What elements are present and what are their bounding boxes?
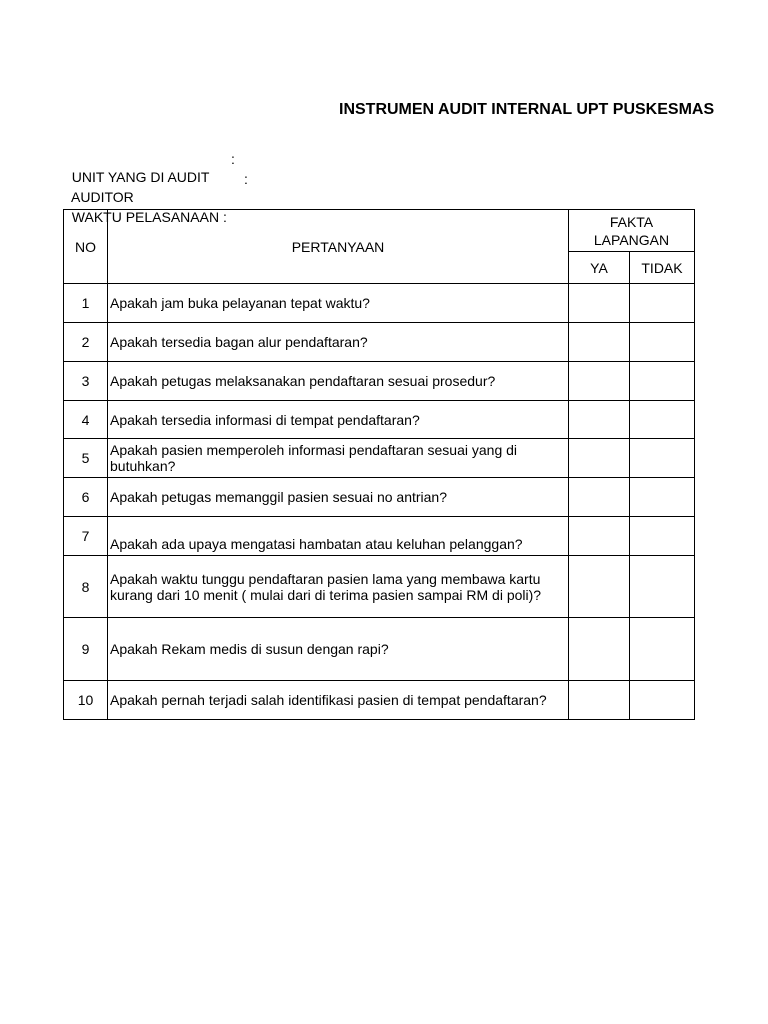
ya-cell[interactable] [569,517,630,556]
row-question: Apakah petugas memanggil pasien sesuai no antrian? [108,478,569,517]
row-question: Apakah tersedia informasi di tempat pendaftaran? [108,401,569,439]
row-number: 2 [64,323,108,362]
tidak-cell[interactable] [630,478,695,517]
tidak-cell[interactable] [630,556,695,618]
table-row [64,439,695,478]
row-question: Apakah ada upaya mengatasi hambatan atau keluhan pelanggan? [108,517,569,556]
row-question: Apakah tersedia bagan alur pendaftaran? [108,323,569,362]
row-number: 9 [64,618,108,681]
ya-cell[interactable] [569,681,630,720]
unit-colon: : [231,151,235,167]
table-row [64,556,695,618]
waktu-label: WAKTU PELASANAAN : [71,209,227,225]
row-number: 8 [64,556,108,618]
ya-cell[interactable] [569,401,630,439]
ya-cell[interactable] [569,323,630,362]
ya-cell[interactable] [569,284,630,323]
row-question: Apakah pernah terjadi salah identifikasi pasien di tempat pendaftaran? [108,681,569,720]
unit-label: UNIT YANG DI AUDIT [71,169,210,185]
audit-table [63,209,695,720]
row-question: Apakah waktu tunggu pendaftaran pasien lama yang membawa kartu kurang dari 10 menit ( mulai dari di terima pasien sampai RM di poli)? [108,556,569,618]
auditor-colon: : [244,171,248,187]
row-number: 5 [64,439,108,478]
header-fakta-label: FAKTA LAPANGAN [593,213,670,248]
table-row [64,478,695,517]
header-fakta [569,210,695,252]
row-number: 4 [64,401,108,439]
auditor-label: AUDITOR [71,189,134,205]
tidak-cell[interactable] [630,681,695,720]
ya-cell[interactable] [569,439,630,478]
ya-cell[interactable] [569,556,630,618]
row-number: 6 [64,478,108,517]
row-question: Apakah petugas melaksanakan pendaftaran sesuai prosedur? [108,362,569,401]
ya-cell[interactable] [569,618,630,681]
table-row [64,362,695,401]
tidak-cell[interactable] [630,517,695,556]
tidak-cell[interactable] [630,618,695,681]
tidak-cell[interactable] [630,284,695,323]
document-title: INSTRUMEN AUDIT INTERNAL UPT PUSKESMAS [339,101,715,118]
tidak-cell[interactable] [630,401,695,439]
header-no: NO [64,210,108,284]
tidak-cell[interactable] [630,439,695,478]
row-question: Apakah jam buka pelayanan tepat waktu? [108,284,569,323]
table-row [64,681,695,720]
table-row [64,618,695,681]
table-row [64,284,695,323]
header-tidak: TIDAK [630,252,695,284]
row-number: 10 [64,681,108,720]
tidak-cell[interactable] [630,323,695,362]
row-number: 1 [64,284,108,323]
header-question: PERTANYAAN [108,210,569,284]
row-question: Apakah Rekam medis di susun dengan rapi? [108,618,569,681]
row-question: Apakah pasien memperoleh informasi pendaftaran sesuai yang di butuhkan? [108,439,569,478]
row-number: 3 [64,362,108,401]
tidak-cell[interactable] [630,362,695,401]
table-row [64,323,695,362]
table-row [64,401,695,439]
header-ya: YA [569,252,630,284]
ya-cell[interactable] [569,478,630,517]
ya-cell[interactable] [569,362,630,401]
table-row [64,517,695,556]
row-number: 7 [64,517,108,556]
